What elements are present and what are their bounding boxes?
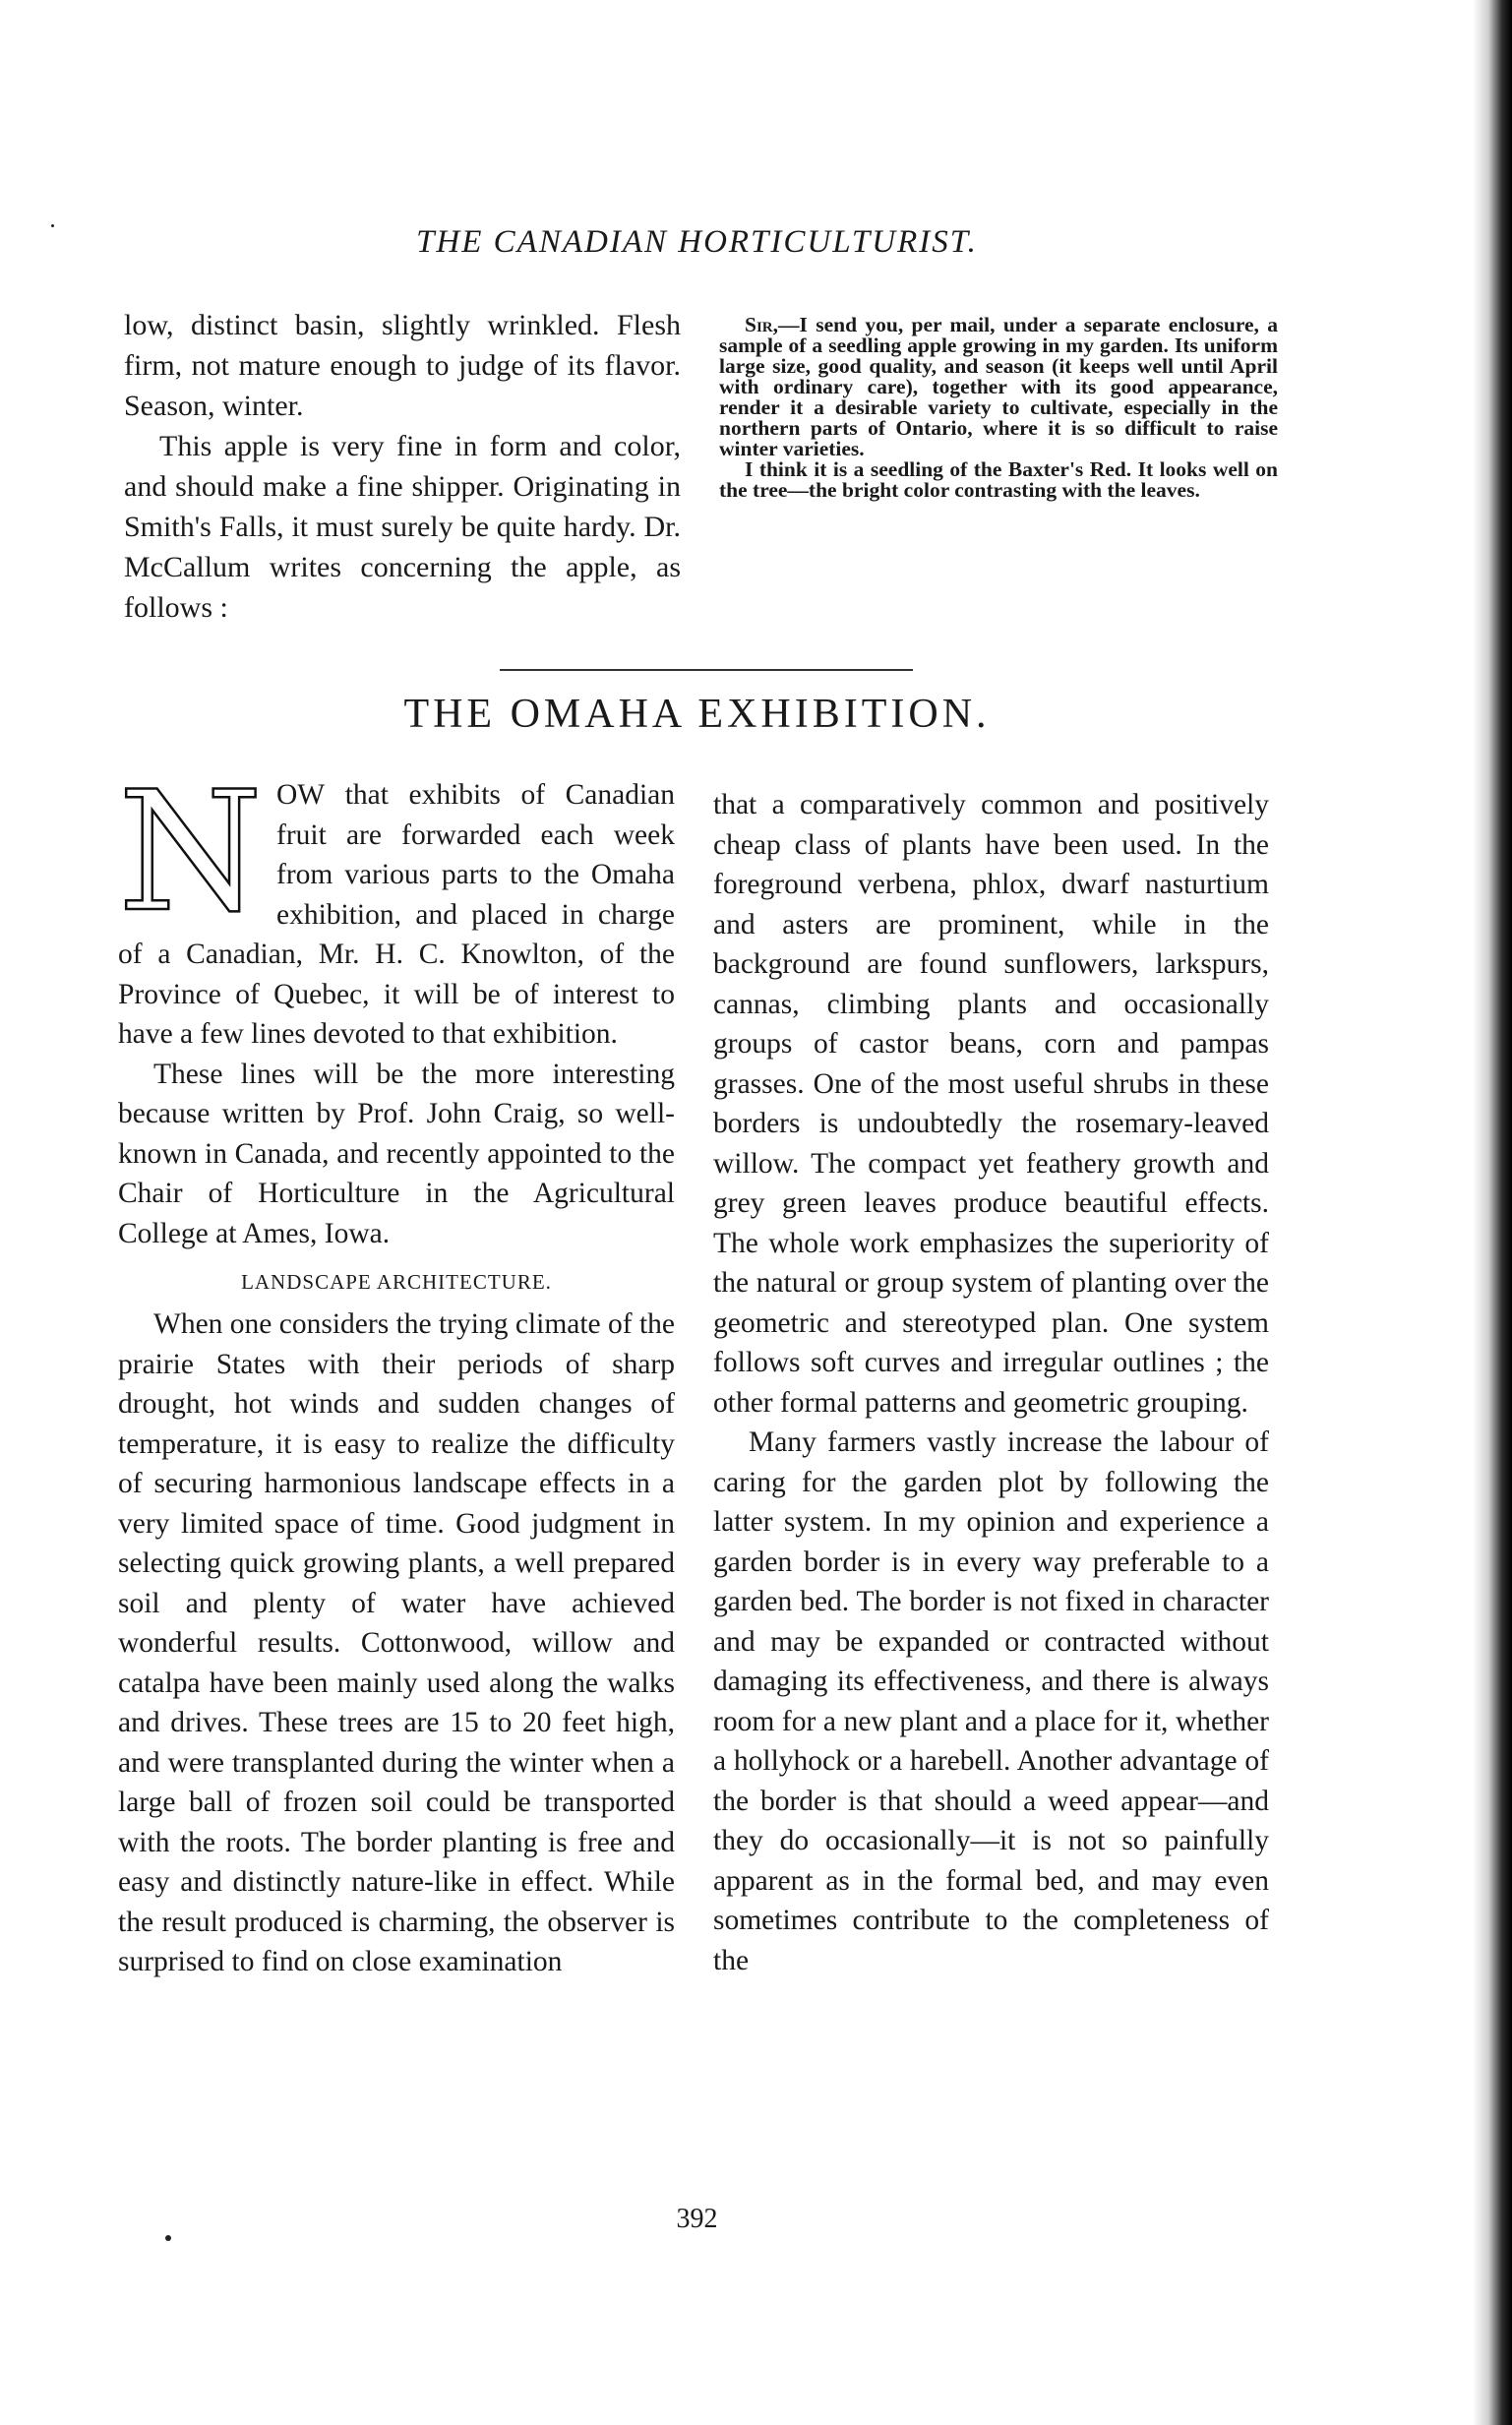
letter-column: [719, 315, 1278, 501]
drop-cap: N: [118, 756, 263, 948]
letter-paragraph: I think it is a seedling of the Baxter's Red. It looks well on the tree—the bright color contrasting with the leaves.: [719, 457, 1278, 502]
paragraph: Many farmers vastly increase the labour of caring for the garden plot by following the latter system. In my opinion and experience a garden border is in every way preferable to a garden bed. The border is not fixed in character and may be expanded or contracted without damaging its effectiveness, and there is always room for a new plant and a place for it, whether a hollyhock or a harebell. Another advantage of the border is that should a weed appear—and they do occasionally—it is not so painfully apparent as in the formal bed, and may even sometimes contribute to the completeness of the: [713, 1426, 1269, 1976]
paragraph: These lines will be the more interesting because written by Prof. John Craig, so well-known in Canada, and recently appointed to the Chair of Horticulture in the Agricultural College at Ames, Iowa.: [118, 1058, 675, 1249]
paragraph: that a comparatively common and positively cheap class of plants have been used. In the foreground verbena, phlox, dwarf nasturtium and asters are prominent, while in the background are found sunflowers, larkspurs, cannas, climbing plants and occasionally groups of castor beans, corn and pampas grasses. One of the most useful shrubs in these borders is undoubtedly the rosemary-leaved willow. The compact yet feathery growth and grey green leaves produce beautiful effects. The whole work emphasizes the superiority of the natural or group system of planting over the geometric and stereotyped plan. One system follows soft curves and irregular outlines ; the other formal patterns and geometric grouping.: [713, 789, 1269, 1419]
article-title: THE OMAHA EXHIBITION.: [403, 692, 991, 737]
running-head: THE CANADIAN HORTICULTURIST.: [416, 224, 978, 260]
upper-left-column: [124, 305, 681, 628]
section-divider: [500, 669, 913, 671]
article-right-column: [713, 785, 1269, 1980]
salutation: Sir,: [745, 313, 779, 336]
page-edge-shadow: [1473, 0, 1512, 2425]
paragraph: [118, 756, 675, 1055]
lead-word: OW: [276, 779, 326, 811]
paragraph: When one considers the trying climate of the prairie States with their periods of sharp drought, hot winds and sudden changes of temperature, it is easy to realize the difficulty of securing harmonious landscape effects in a very limited space of time. Good judgment in selecting quick growing plants, a well prepared soil and plenty of water have achieved wonderful results. Cottonwood, willow and catalpa have been mainly used along the walks and drives. These trees are 15 to 20 feet high, and were transplanted during the winter when a large ball of frozen soil could be transported with the roots. The border planting is free and easy and distinctly nature-like in effect. While the result produced is charming, the observer is surprised to find on close examination: [118, 1308, 676, 1977]
letter-paragraph: [719, 315, 1278, 459]
print-speck: [165, 2235, 171, 2241]
letter-text: —I send you, per mail, under a separate enclosure, a sample of a seedling apple growing in my garden. Its uniform large size, good quality, and season (it keeps well until April with ordinary care), together with its good appearance, render it a desirable variety to cultivate, especially in the northern parts of Ontario, where it is so difficult to raise winter varieties.: [719, 313, 1278, 460]
page-number: 392: [676, 2204, 718, 2234]
paragraph: This apple is very fine in form and color, and should make a fine shipper. Originating in Smith's Falls, it must surely be quite hardy. Dr. McCallum writes concerning the apple, as follows :: [124, 430, 681, 624]
paragraph-text: that exhibits of Canadian fruit are forwarded each week from various parts to the Omaha exhibition, and placed in charge of a Canadian, Mr. H. C. Knowlton, of the Province of Quebec, it will be of interest to have a few lines devoted to that exhibition.: [118, 779, 675, 1050]
subheading: LANDSCAPE ARCHITECTURE.: [241, 1270, 552, 1294]
article-left-column: [118, 756, 676, 1982]
paragraph: low, distinct basin, slightly wrinkled. Flesh firm, not mature enough to judge of its flavor. Season, winter.: [124, 309, 681, 422]
